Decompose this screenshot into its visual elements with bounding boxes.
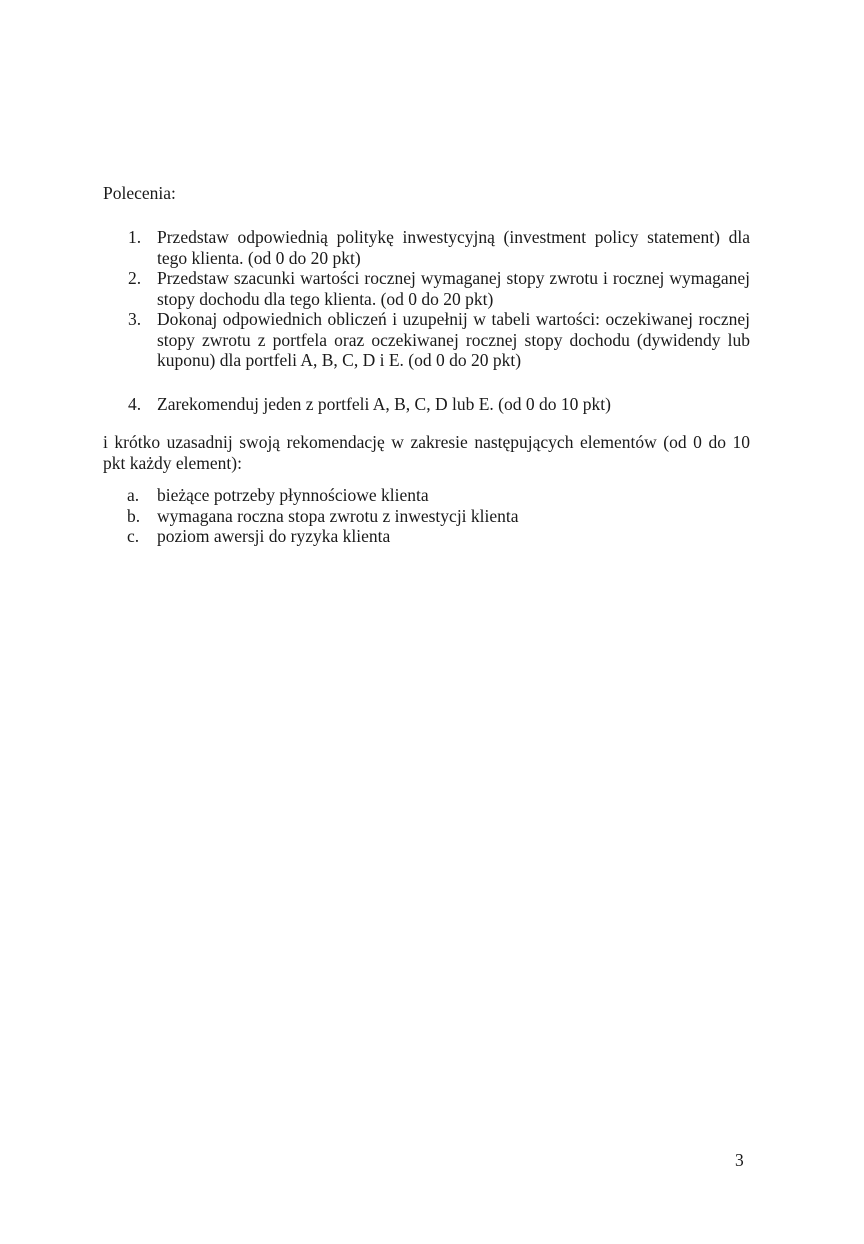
task-item: [124, 268, 750, 309]
section-heading: Polecenia:: [103, 183, 176, 203]
task-number: 2.: [128, 268, 142, 288]
task-list: [124, 227, 750, 414]
justification-paragraph: i krótko uzasadnij swoją rekomendację w zakresie następujących elementów (od 0 do 10 pkt każdy element):: [103, 432, 750, 473]
element-letter: a.: [127, 485, 140, 505]
element-item: [127, 506, 519, 527]
task-text: Przedstaw odpowiednią politykę inwestycyjną (investment policy statement) dla tego klienta. (od 0 do 20 pkt): [157, 227, 750, 268]
element-list: [127, 485, 519, 547]
task-text: Przedstaw szacunki wartości rocznej wymaganej stopy zwrotu i rocznej wymaganej stopy dochodu dla tego klienta. (od 0 do 20 pkt): [157, 268, 750, 309]
element-letter: b.: [127, 505, 141, 526]
element-text: poziom awersji do ryzyka klienta: [157, 526, 391, 546]
element-text: bieżące potrzeby płynnościowe klienta: [157, 485, 429, 505]
task-text: Dokonaj odpowiednich obliczeń i uzupełnij w tabeli wartości: oczekiwanej rocznej stopy zwrotu z portfela oraz oczekiwanej rocznej stopy dochodu (dywidendy lub kuponu) dla portfeli A, B, C, D i E. (od 0 do 20 pkt): [157, 309, 750, 370]
task-number: 1.: [128, 227, 142, 247]
element-letter: c.: [127, 526, 140, 546]
page-number: 3: [735, 1150, 744, 1170]
element-item: [127, 485, 519, 506]
task-number: 3.: [128, 309, 142, 329]
task-item: [124, 394, 750, 415]
element-text: wymagana roczna stopa zwrotu z inwestycji klienta: [157, 505, 519, 526]
task-item: [124, 227, 750, 268]
task-item: [124, 309, 750, 371]
task-text: Zarekomenduj jeden z portfeli A, B, C, D lub E. (od 0 do 10 pkt): [157, 393, 611, 414]
element-item: [127, 526, 519, 547]
task-number: 4.: [128, 393, 142, 414]
